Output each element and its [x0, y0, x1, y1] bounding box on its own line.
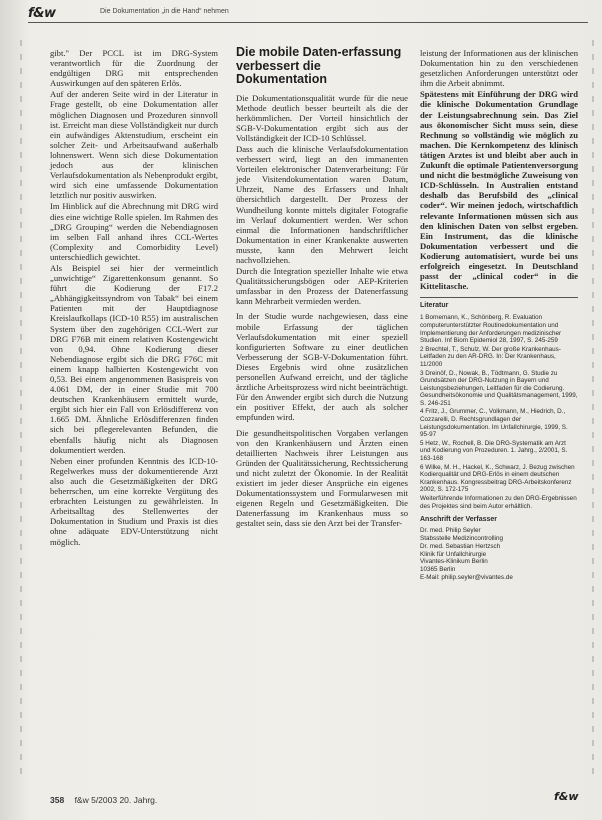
address-line: Stabsstelle Medizincontrolling: [420, 535, 503, 543]
address-heading: Anschrift der Verfasser: [420, 516, 498, 524]
literature-heading: Literatur: [420, 297, 578, 311]
article-title: Die mobile Daten-erfassung verbessert die Dokumentation: [236, 45, 402, 86]
paragraph: Im Hinblick auf die Abrechnung mit DRG wird dies eine wichtige Rolle spielen. Im Rahmen des „DRG Grouping“ werden die Nebendiagnosen im selben Fall anhand ihres CCL-Wertes (Complexity and Comorbidity Level) unterschiedlich gewichtet.: [50, 201, 218, 262]
text-column-1: [50, 48, 218, 548]
page-edge-left: [20, 40, 22, 780]
footer-logo: f&w: [554, 790, 579, 803]
address-line: Vivantes-Klinikum Berlin: [420, 558, 488, 566]
literature-item: 5 Hetz, W., Rochell, B. Die DRG-Systematik am Arzt und Kodierung von Prozeduren. 1. Jahrg., 2/2001, S. 163-168: [420, 439, 568, 463]
address-line: Dr. med. Philip Seyler: [420, 527, 481, 535]
address-line: 10365 Berlin: [420, 566, 456, 574]
address-line: E-Mail: philip.seyler@vivantes.de: [420, 574, 513, 582]
paragraph: Die gesundheitspolitischen Vorgaben verlangen von den Krankenhäusern und Ärzten einen detaillierten Nachweis ihrer Leistungen aus Gründen der Qualitätssicherung, Rechtssicherung und nicht zuletzt der Ökonomie. In der Realität existiert im jeder dieser Ansprüche ein eigenes Dokumentationssystem und Formularwesen mit eigenen Regeln und Gesetzmäßigkeiten. Die Datenerfassung im Krankenhaus muss so gestaltet sein, dass sie den Arzt bei der Transfer-: [236, 427, 408, 529]
hinweis-note: Weiterführende Informationen zu den DRG-Ergebnissen des Projektes sind beim Autor erhältlich.: [420, 495, 577, 510]
literature-item: 3 Dreinöf, D., Nowak, B., Tödtmann, G. Studie zu Grundsätzen der DRG-Nutzung in Bayern und Leistungsbeziehungen, Leitfaden für die Codierung. Gesundheitsökonomie und Qualitätsmanagement, 1999, S. 246-251: [420, 369, 578, 407]
address-line: Klinik für Unfallchirurgie: [420, 550, 487, 558]
paragraph: Als Beispiel sei hier der vermeintlich „unwichtige“ Zigarettenkonsum genannt. So führt die Kodierung der F17.2 „Abhängigkeitssyndrom von Tabak“ bei einem Patienten mit der Hauptdiagnose Kreislaufkollaps (ICD-10 R55) im australischen System über den zugehörigen CCL-Wert zur DRG F76B mit einem relativen Kostengewicht von 0,94. Ohne Kodierung dieser Nebendiagnose ergibt sich die DRG F76C mit einem knapp halbierten Kostengewicht von 0,53. Bei einem angenommenen Basispreis von 4.061 DM, der in einer Studie mit 700 deutschen Krankenhäusern ermittelt wurde, ergibt sich hier ein Fall von Erlösdifferenz von 1.665 DM. Ähnliche Erlösdifferenzen finden sich bei pflegerelevanten Befunden, die ebenfalls häufig nicht als Diagnosen dokumentiert werden.: [50, 262, 218, 455]
bold-conclusion: Spätestens mit Einführung der DRG wird die klinische Dokumentation Grundlage der Leistungsabrechnung sein. Das Ziel aus ökonomischer Sicht muss sein, diese Rechnung so vollständig wie möglich zu machen. Die Kernkompetenz des klinisch tätigen Arztes ist und bleibt aber auch in Zukunft die optimale Patientenversorgung und nicht die bestmögliche Zuweisung von ICD-Schlüsseln. In Australien entstand deshalb das Berufsbild des „clinical coder“. Wir meinen jedoch, wirtschaftlich relevante Informationen müssen sich aus den klinischen Daten von selbst ergeben. Ein Instrument, das die klinische Dokumentation verbessert und die Kodierung automatisiert, wurde bei uns erfolgreich eingesetzt. In Deutschland passt der „clinical coder“ in die Kittelitasche.: [420, 89, 578, 292]
paragraph: Durch die Integration spezieller Inhalte wie etwa Qualitätssicherungsbögen oder AEP-Kriterien umfassbar in den Prozess der Datenerfassung kann Mehrarbeit vermieden werden.: [236, 266, 408, 307]
page-footer: [50, 795, 157, 805]
paragraph: gibt." Der PCCL ist im DRG-System verantwortlich für die Zuordnung der endgültigen DRG mit entsprechenden Auswirkungen auf den späteren Erlös.: [50, 48, 218, 89]
paragraph: leistung der Informationen aus der klinischen Dokumentation hin zu den verschiedenen gesetzlichen Anforderungen unterstützt oder ihm die Arbeit abnimmt.: [420, 48, 578, 89]
journal-logo: f&w: [28, 6, 56, 21]
address-line: Dr. med. Sebastian Hertzsch: [420, 542, 501, 550]
paragraph: Die Dokumentationsqualität wurde für die neue Methode deutlich besser beurteilt als die der herkömmlichen. Der Vorteil hinsichtlich der SGB-V-Dokumentation ergibt sich aus der Vollständigkeit der ICD-10 Schlüssel.: [236, 92, 408, 143]
literature-item: 6 Wilke, M. H., Hackel, K., Schwarz, J. Bezug zwischen Kodierqualität und DRG-Erlös in einem deutschen Krankenhaus. Kongressbeitrag DRG-Arbeitskonferenz 2002, S. 172-175: [420, 463, 575, 494]
text-column-3: [420, 48, 578, 582]
paragraph: In der Studie wurde nachgewiesen, dass eine mobile Erfassung der täglichen Verlaufsdokumentation mit einer speziell konfigurierten Software zu einer deutlichen Verbesserung der SGB-V-Dokumentation führt. Dieses Ergebnis wird ohne zusätzlichen personellen Aufwand erreicht, und der tägliche ärztliche Arbeitsprozess wird nicht beeinträchtigt. Für den Anwender ergibt sich durch die Nutzung ein positiver Effekt, der auch als solcher empfunden wird.: [236, 311, 408, 423]
paragraph: Dass auch die klinische Verlaufsdokumentation verbessert wird, liegt an den immanenten Vorteilen elektronischer Datenverarbeitung: Für jede Visitendokumentation waren Datum, Uhrzeit, Name des Erfassers und Inhalt übersichtlich dargestellt. Der Prozess der Wundheilung konnte mittels digitaler Fotografie im Verlauf dokumentiert werden. Wer schon einmal die Informationen handschriftlicher Dokumentation in einer Krankenakte auswerten musste, kann den Mehrwert leicht nachvollziehen.: [236, 143, 408, 265]
page-edge-right: [592, 40, 594, 780]
page-number: 358: [50, 795, 65, 805]
paragraph: Neben einer profunden Kenntnis des ICD-10-Regelwerkes muss der dokumentierende Arzt also auch die Gesetzmäßigkeiten der DRG beherrschen, um eine korrekte Vergütung des erbrachten Leistungen zu gewährleisten. In Arbeitsalltag des Stellenwertes der Dokumentation in Studium und Praxis ist dies ohne adäquate EDV-Unterstützung nicht möglich.: [50, 455, 218, 547]
literature-item: 1 Bornemann, K., Schönberg, R. Evaluation computerunterstützter Routinedokumentation und Implementierung der Anforderungen medizinischer Studien. Inf Biom Epidemiol 28, 1997, S. 245-259: [420, 314, 562, 345]
literature-item: 2 Brechtel, T., Schulz, W. Der große Krankenhaus-Leitfaden zu den AR-DRG. In: Der Krankenhaus, 11/2000: [420, 345, 561, 368]
literature-item: 4 Fritz, J., Grummer, C., Volkmann, M., Hiedrich, D., Cozzarelli, D. Rechtsgrundlagen der Leistungsdokumentation. Im Unfallchirurgie, 1999, S. 95-97: [420, 408, 568, 439]
issue-info: f&w 5/2003 20. Jahrg.: [74, 795, 158, 805]
paragraph: Auf der anderen Seite wird in der Literatur in Frage gestellt, ob eine Dokumentation aller möglichen Diagnosen und Prozeduren sinnvoll ist. Erreicht man diese Vollständigkeit nur durch ein aufwändiges Aktenstudium, erscheint ein solcher Zeit- und Arbeitsaufwand außerhalb lohnenswert. Wenn sich diese Dokumentation jedoch aus der klinischen Verlaufsdokumentation als Nebenprodukt ergibt, wird sich eine umfassende Dokumentation letztlich nur positiv auswirken.: [50, 89, 218, 201]
header-title: Die Dokumentation „in die Hand“ nehmen: [100, 8, 229, 15]
text-column-2: [236, 46, 408, 529]
